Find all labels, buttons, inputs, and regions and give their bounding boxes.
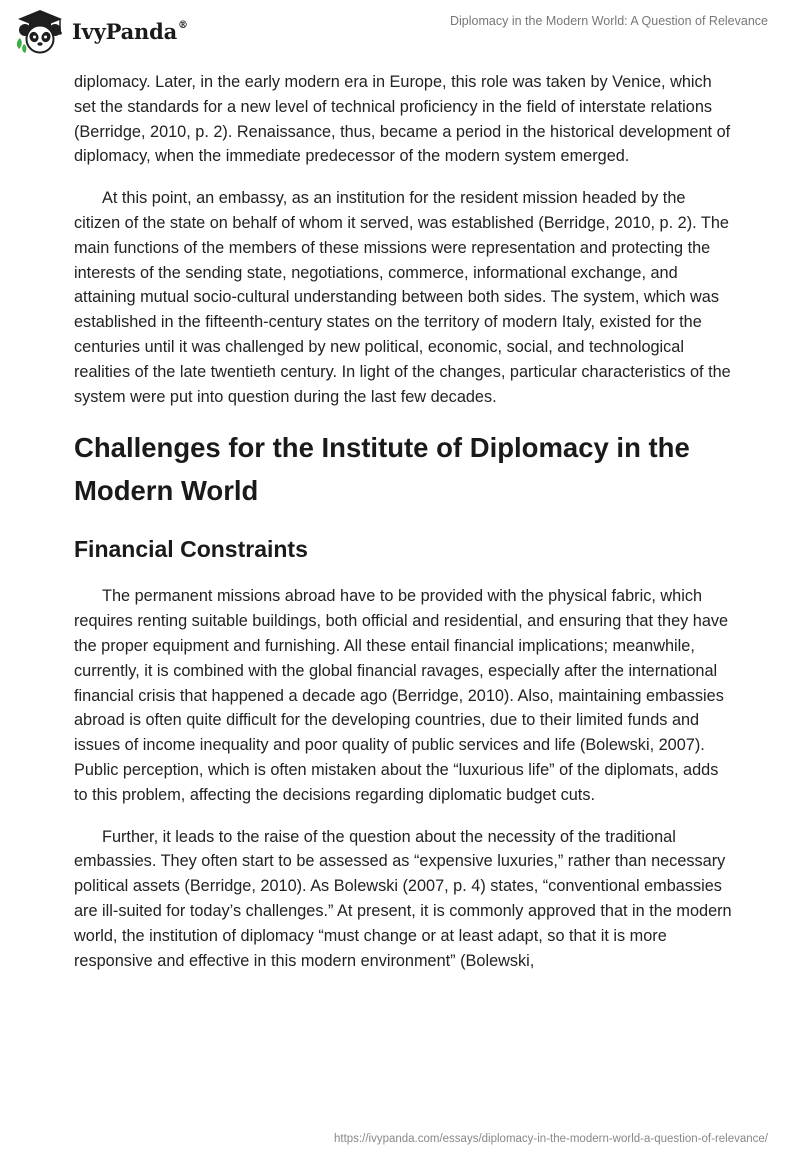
document-title: Diplomacy in the Modern World: A Question of Relevance	[450, 14, 768, 28]
panda-graduate-icon	[14, 8, 66, 54]
brand-name: IvyPanda®	[72, 18, 188, 44]
brand-logo[interactable]	[14, 8, 188, 54]
paragraph: diplomacy. Later, in the early modern era in Europe, this role was taken by Venice, which set the standards for a new level of technical proficiency in the field of interstate relations (Berridge, 2010, p. 2). Renaissance, thus, became a period in the historical development of diplomacy, when the immediate predecessor of the modern system emerged.	[74, 73, 731, 166]
essay-body	[74, 70, 734, 990]
paragraph: The permanent missions abroad have to be provided with the physical fabric, which requires renting suitable buildings, both official and residential, and ensuring that they have the proper equipment and furnishing. All these entail financial implications; meanwhile, currently, it is combined with the global financial ravages, especially after the international financial crisis that happened a decade ago (Berridge, 2010). Also, maintaining embassies abroad is often quite difficult for the developing countries, due to their limited funds and issues of income inequality and poor quality of public services and life (Bolewski, 2007). Public perception, which is often mistaken about the “luxurious life” of the diplomats, adds to this problem, affecting the decisions regarding diplomatic budget cuts.	[74, 587, 729, 804]
subsection-heading: Financial Constraints	[74, 536, 308, 563]
paragraph: Further, it leads to the raise of the question about the necessity of the traditional embassies. They often start to be assessed as “expensive luxuries,” rather than necessary political assets (Berridge, 2010). As Bolewski (2007, p. 4) states, “conventional embassies are ill-suited for today’s challenges.” At present, it is commonly approved that in the modern world, the institution of diplomacy “must change or at least adapt, so that it is more responsive and effective in this modern environment” (Bolewski,	[74, 827, 732, 970]
section-heading: Challenges for the Institute of Diplomacy in the Modern World	[74, 432, 690, 507]
source-url[interactable]: https://ivypanda.com/essays/diplomacy-in-the-modern-world-a-question-of-relevance/	[334, 1133, 768, 1145]
paragraph: At this point, an embassy, as an institution for the resident mission headed by the citizen of the state on behalf of whom it served, was established (Berridge, 2010, p. 2). The main functions of the members of these missions were representation and protecting the interests of the sending state, negotiations, commerce, informational exchange, and attaining mutual socio-cultural understanding between both sides. The system, which was established in the fifteenth-century states on the territory of modern Italy, existed for the centuries until it was challenged by new political, economic, social, and technological realities of the late twentieth century. In light of the changes, particular characteristics of the system were put into question during the last few decades.	[74, 189, 731, 406]
page-header	[0, 0, 800, 60]
